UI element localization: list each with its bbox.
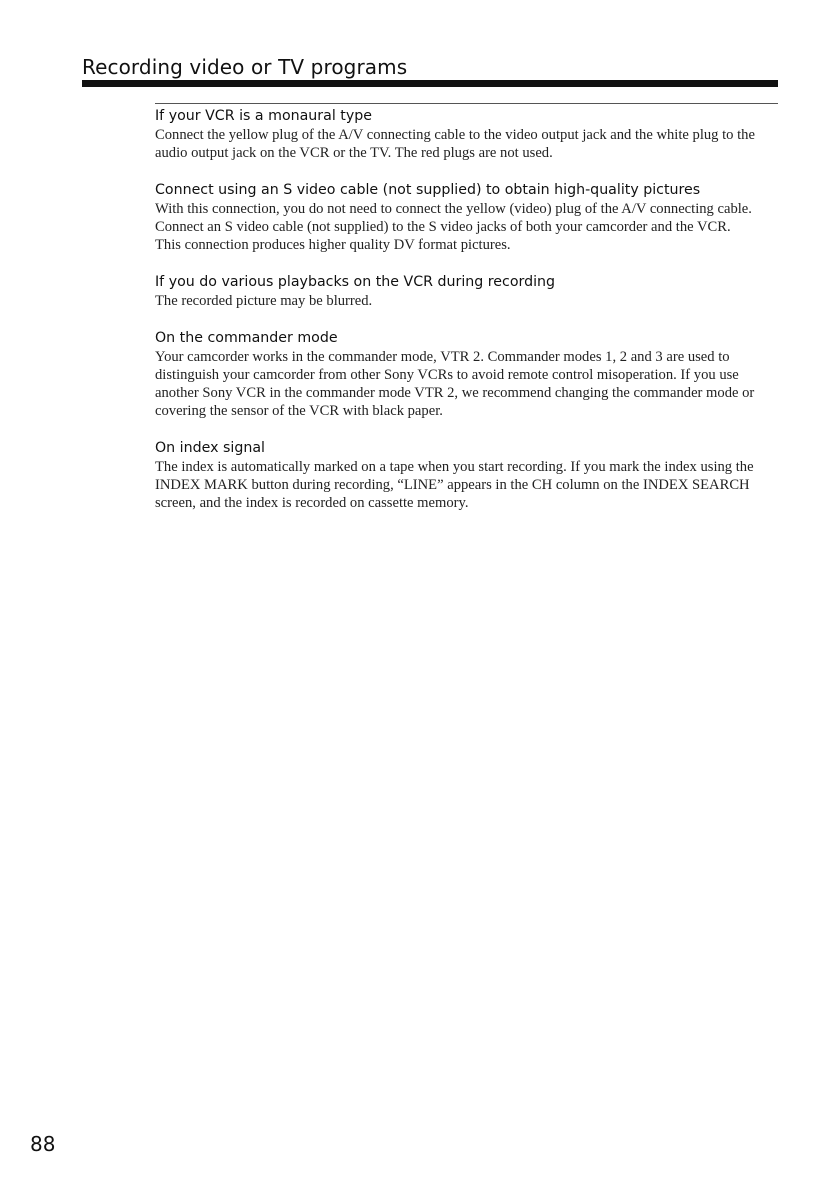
section-index-signal bbox=[155, 438, 778, 512]
section-paragraph: This connection produces higher quality DV format pictures. bbox=[155, 237, 511, 253]
section-paragraph: The index is automatically marked on a tape when you start recording. If you mark the index using the INDEX MARK button during recording, “LINE” appears in the CH column on the INDEX SEARCH screen, and the index is recorded on cassette memory. bbox=[155, 459, 754, 511]
section-s-video-cable bbox=[155, 180, 778, 254]
header-rule bbox=[82, 80, 778, 87]
section-monaural-vcr bbox=[155, 106, 778, 162]
page-number: 88 bbox=[30, 1132, 56, 1156]
section-paragraph: The recorded picture may be blurred. bbox=[155, 293, 373, 309]
section-heading: On the commander mode bbox=[155, 330, 338, 346]
section-paragraph: Connect the yellow plug of the A/V connecting cable to the video output jack and the white plug to the audio output jack on the VCR or the TV. The red plugs are not used. bbox=[155, 127, 755, 161]
section-paragraph: Your camcorder works in the commander mode, VTR 2. Commander modes 1, 2 and 3 are used to distinguish your camcorder from other Sony VCRs to avoid remote control misoperation. If you use another Sony VCR in the commander mode VTR 2, we recommend changing the commander mode or covering the sensor of the VCR with black paper. bbox=[155, 349, 755, 419]
section-commander-mode bbox=[155, 328, 778, 420]
section-heading: Connect using an S video cable (not supplied) to obtain high-quality pictures bbox=[155, 182, 701, 198]
page-title: Recording video or TV programs bbox=[82, 55, 408, 79]
section-paragraph: Connect an S video cable (not supplied) to the S video jacks of both your camcorder and the VCR. bbox=[155, 219, 731, 235]
content-area bbox=[155, 103, 778, 530]
section-heading: If you do various playbacks on the VCR during recording bbox=[155, 274, 556, 290]
section-heading: On index signal bbox=[155, 440, 265, 456]
section-various-playbacks bbox=[155, 272, 778, 310]
section-heading: If your VCR is a monaural type bbox=[155, 108, 372, 124]
section-paragraph: With this connection, you do not need to connect the yellow (video) plug of the A/V connecting cable. bbox=[155, 201, 752, 217]
